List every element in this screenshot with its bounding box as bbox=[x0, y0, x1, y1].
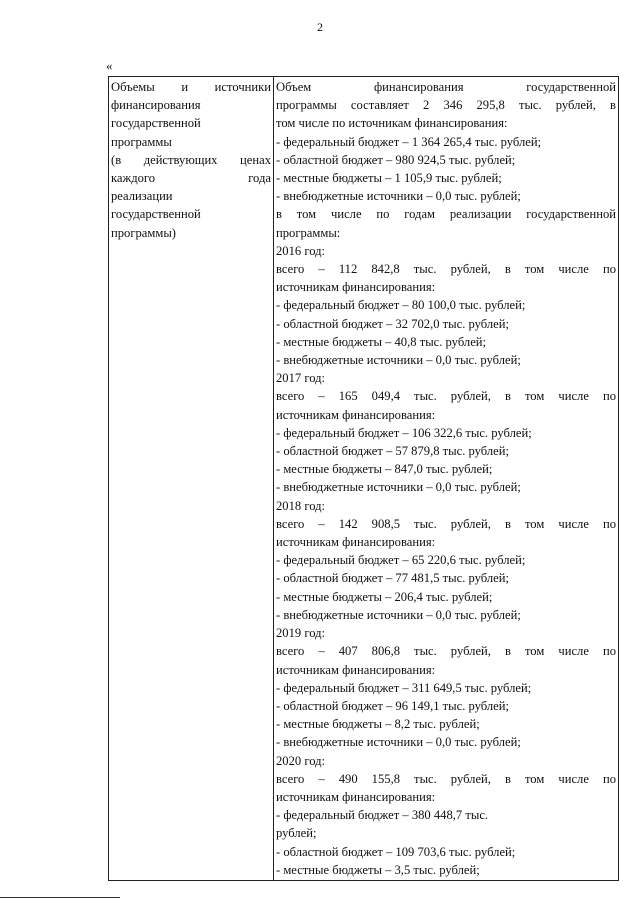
opening-quote-mark: « bbox=[106, 58, 113, 73]
value-line: источникам финансирования: bbox=[276, 662, 436, 677]
value-line: всего – 165 049,4 тыс. рублей, в том числе по bbox=[276, 389, 616, 404]
value-line: - областной бюджет – 77 481,5 тыс. рублей; bbox=[276, 571, 509, 586]
value-line: 2016 год: bbox=[276, 243, 326, 258]
value-line: в том числе по годам реализации государственной bbox=[276, 207, 616, 222]
value-line: - областной бюджет – 109 703,6 тыс. рублей; bbox=[276, 844, 516, 859]
value-line: Объем финансирования государственной bbox=[276, 80, 616, 94]
footer-rule bbox=[0, 897, 120, 898]
value-line: том числе по источникам финансирования: bbox=[276, 116, 508, 131]
value-line: рублей; bbox=[276, 826, 317, 841]
value-line: - федеральный бюджет – 1 364 265,4 тыс. рублей; bbox=[276, 134, 542, 149]
value-line: источникам финансирования: bbox=[276, 407, 436, 422]
label-text bbox=[111, 78, 271, 242]
value-line: - федеральный бюджет – 380 448,7 тыс. bbox=[276, 808, 489, 823]
value-line: 2018 год: bbox=[276, 498, 326, 513]
value-line: - областной бюджет – 96 149,1 тыс. рублей; bbox=[276, 698, 509, 713]
value-cell bbox=[274, 77, 619, 881]
value-line: программы: bbox=[276, 225, 341, 240]
value-line: - местные бюджеты – 206,4 тыс. рублей; bbox=[276, 589, 493, 604]
value-line: - местные бюджеты – 40,8 тыс. рублей; bbox=[276, 334, 487, 349]
value-text bbox=[276, 78, 616, 879]
label-line: (в действующих ценах bbox=[111, 152, 271, 167]
value-line: источникам финансирования: bbox=[276, 535, 436, 550]
label-line: программы bbox=[111, 134, 172, 149]
value-line: - областной бюджет – 980 924,5 тыс. рублей; bbox=[276, 152, 516, 167]
value-line: - внебюджетные источники – 0,0 тыс. рублей; bbox=[276, 607, 521, 622]
value-line: - местные бюджеты – 847,0 тыс. рублей; bbox=[276, 462, 493, 477]
value-line: - областной бюджет – 32 702,0 тыс. рублей; bbox=[276, 316, 509, 331]
label-cell bbox=[109, 77, 274, 881]
value-line: - федеральный бюджет – 65 220,6 тыс. рублей; bbox=[276, 553, 526, 568]
value-line: - внебюджетные источники – 0,0 тыс. рублей; bbox=[276, 353, 521, 368]
value-line: - местные бюджеты – 1 105,9 тыс. рублей; bbox=[276, 171, 502, 186]
value-line: - местные бюджеты – 8,2 тыс. рублей; bbox=[276, 717, 480, 732]
label-line: каждого года bbox=[111, 171, 271, 186]
value-line: всего – 112 842,8 тыс. рублей, в том числе по bbox=[276, 262, 616, 277]
value-line: 2019 год: bbox=[276, 626, 326, 641]
value-line: источникам финансирования: bbox=[276, 789, 436, 804]
value-line: - внебюджетные источники – 0,0 тыс. рублей; bbox=[276, 480, 521, 495]
value-line: 2020 год: bbox=[276, 753, 326, 768]
value-line: - областной бюджет – 57 879,8 тыс. рублей; bbox=[276, 444, 509, 459]
value-line: - внебюджетные источники – 0,0 тыс. рублей; bbox=[276, 735, 521, 750]
value-line: - федеральный бюджет – 106 322,6 тыс. рублей; bbox=[276, 425, 532, 440]
value-line: - федеральный бюджет – 80 100,0 тыс. рублей; bbox=[276, 298, 526, 313]
value-line: всего – 490 155,8 тыс. рублей, в том числе по bbox=[276, 771, 616, 786]
value-line: программы составляет 2 346 295,8 тыс. рублей, в bbox=[276, 98, 616, 113]
value-line: - местные бюджеты – 3,5 тыс. рублей; bbox=[276, 862, 480, 877]
table-row bbox=[109, 77, 619, 881]
page-number: 2 bbox=[317, 20, 323, 34]
label-line: финансирования bbox=[111, 98, 201, 113]
label-line: реализации bbox=[111, 189, 173, 204]
financing-table bbox=[108, 76, 619, 881]
label-line: программы) bbox=[111, 225, 176, 240]
value-line: - федеральный бюджет – 311 649,5 тыс. рублей; bbox=[276, 680, 532, 695]
label-line: Объемы и источники bbox=[111, 80, 271, 94]
value-line: источникам финансирования: bbox=[276, 280, 436, 295]
value-line: 2017 год: bbox=[276, 371, 326, 386]
value-line: всего – 142 908,5 тыс. рублей, в том числе по bbox=[276, 516, 616, 531]
value-line: - внебюджетные источники – 0,0 тыс. рублей; bbox=[276, 189, 521, 204]
label-line: государственной bbox=[111, 116, 201, 131]
value-line: всего – 407 806,8 тыс. рублей, в том числе по bbox=[276, 644, 616, 659]
label-line: государственной bbox=[111, 207, 201, 222]
